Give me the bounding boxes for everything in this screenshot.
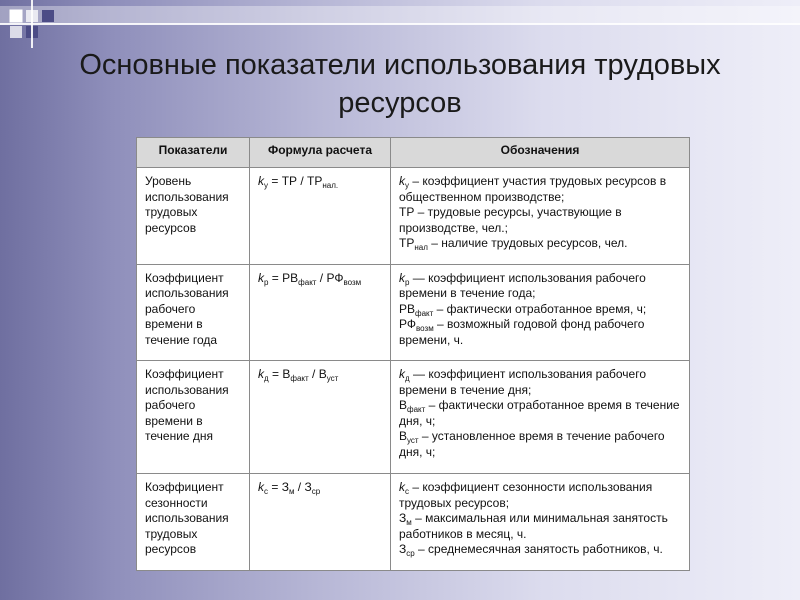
notation-line: ТР – трудовые ресурсы, участвующие в производстве, чел.;: [399, 205, 622, 235]
table-row: [137, 474, 690, 571]
formula-cell: $k_р = РВ_{факт} / РФ_{возм}$: [250, 264, 391, 361]
notations-cell: [391, 264, 690, 361]
indicator-cell: Уровень использования трудовых ресурсов: [137, 168, 250, 265]
slide-decoration: [0, 0, 800, 48]
notations-cell: [391, 361, 690, 474]
notation-line: $k_у$ – коэффициент участия трудовых ресурсов в общественном производстве;: [399, 174, 667, 204]
formula-cell: $k_с = З_м / З_{ср}$: [250, 474, 391, 571]
notation-line: $З_м$ – максимальная или минимальная занятость работников в месяц, ч.: [399, 511, 668, 541]
slide-title: Основные показатели использования трудовых ресурсов: [79, 49, 721, 119]
notations-cell: [391, 474, 690, 571]
indicator-cell: Коэффициент сезонности использования трудовых ресурсов: [137, 474, 250, 571]
notation-line: $З_{ср}$ – среднемесячная занятость работников, ч.: [399, 542, 663, 559]
column-header-formula: Формула расчета: [250, 138, 391, 168]
notation-line: $РФ_{возм}$ – возможный годовой фонд рабочего времени, ч.: [399, 317, 645, 347]
formula-cell: $k_у$ = ТР / $ТР_{нал.}$: [250, 168, 391, 265]
indicators-table: [136, 137, 690, 571]
table-row: [137, 264, 690, 361]
notation-line: $В_{уст}$ – установленное время в течение рабочего дня, ч;: [399, 429, 665, 459]
table-row: [137, 361, 690, 474]
notation-line: $k_д$ — коэффициент использования рабочего времени в течение дня;: [399, 367, 647, 397]
notation-line: $РВ_{факт}$ – фактически отработанное время, ч;: [399, 301, 647, 318]
notation-line: $ТР_{нал}$ – наличие трудовых ресурсов, чел.: [399, 236, 628, 252]
notations-cell: [391, 168, 690, 265]
column-header-indicators: Показатели: [137, 138, 250, 168]
notation-line: $k_с$ – коэффициент сезонности использования трудовых ресурсов;: [399, 480, 653, 510]
column-header-notations: Обозначения: [391, 138, 690, 168]
notation-line: $В_{факт}$ – фактически отработанное время в течение дня, ч;: [399, 398, 680, 428]
indicator-cell: Коэффициент использования рабочего времени в течение года: [137, 264, 250, 361]
deco-square: [10, 10, 22, 22]
table-header-row: [137, 138, 690, 168]
deco-square: [42, 10, 54, 22]
deco-square: [10, 26, 22, 38]
indicator-cell: Коэффициент использования рабочего времени в течение дня: [137, 361, 250, 474]
table-row: [137, 168, 690, 265]
notation-line: $k_р$ — коэффициент использования рабочего времени в течение года;: [399, 270, 646, 301]
formula-cell: $k_д = В_{факт} / В_{уст}$: [250, 361, 391, 474]
